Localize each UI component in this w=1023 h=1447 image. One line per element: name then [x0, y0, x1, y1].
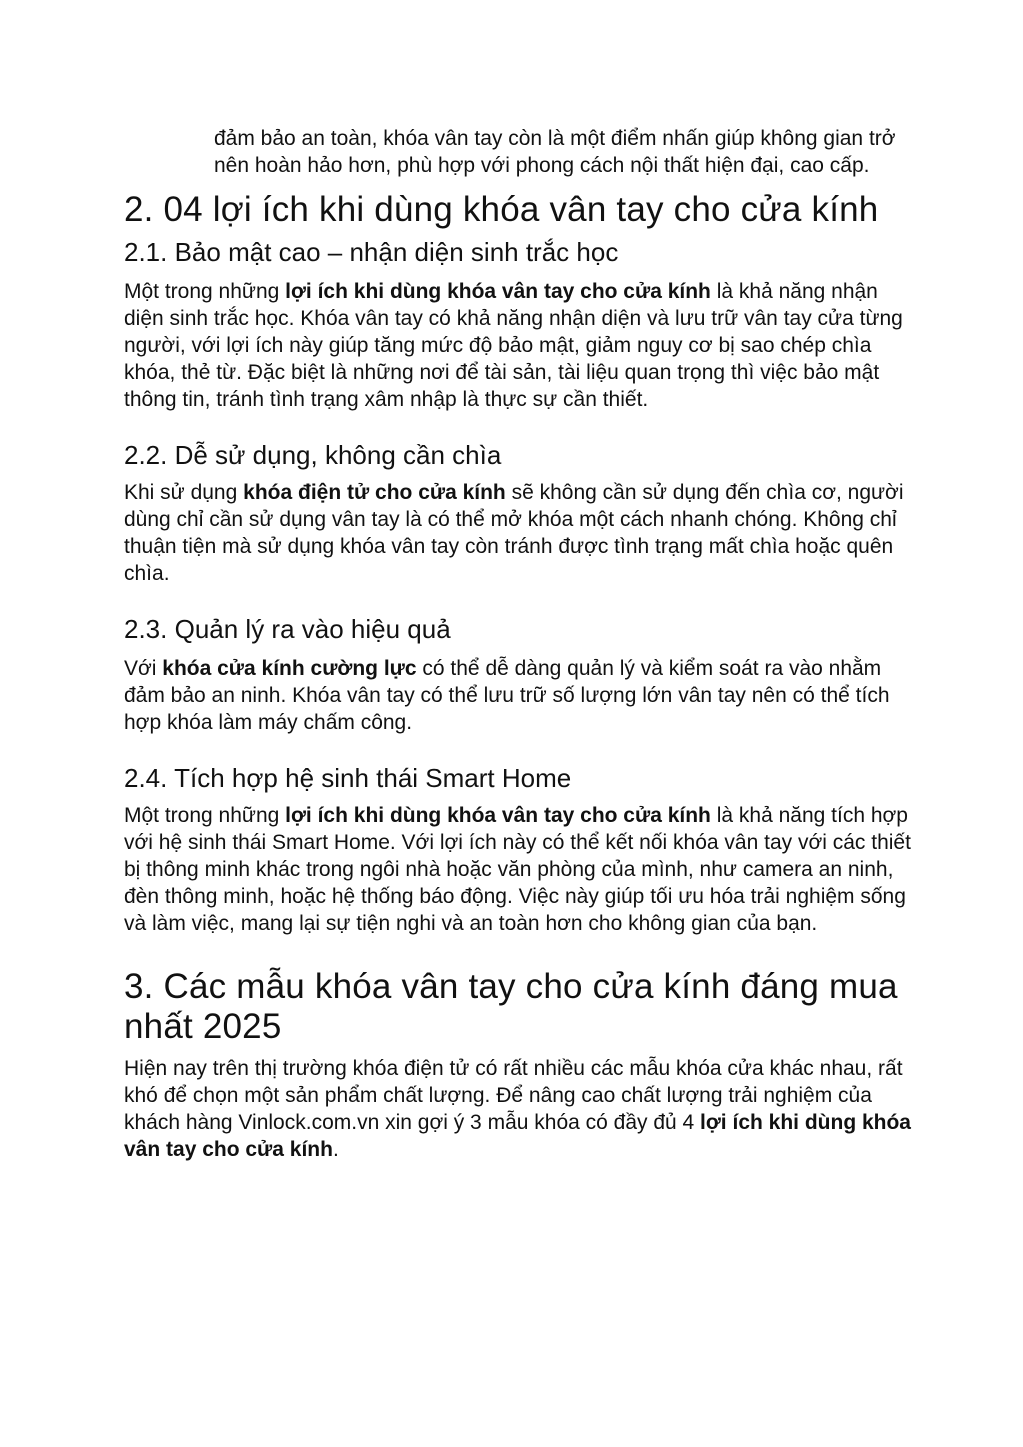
section-2-heading: 2. 04 lợi ích khi dùng khóa vân tay cho cửa kính	[124, 190, 879, 229]
bold-keyword: lợi ích khi dùng khóa vân tay cho cửa kính	[285, 804, 711, 827]
text-run: Khi sử dụng	[124, 481, 244, 504]
section-2-3-paragraph	[124, 655, 914, 736]
intro-paragraph: đảm bảo an toàn, khóa vân tay còn là một điểm nhấn giúp không gian trở nên hoàn hảo hơn, phù hợp với phong cách nội thất hiện đại, cao cấp.	[214, 127, 896, 177]
text-run: là khả năng nhận diện sinh trắc học. Khóa vân tay có khả năng nhận diện và lưu trữ vân tay cửa từng người, với lợi ích này giúp tăng mức độ bảo mật, giảm nguy cơ bị sao chép chìa khóa, thẻ từ. Đặc biệt là những nơi để tài sản, tài liệu quan trọng thì việc bảo mật thông tin, tránh tình trạng xâm nhập là thực sự cần thiết.	[124, 280, 903, 411]
bold-keyword: lợi ích khi dùng khóa vân tay cho cửa kính	[285, 280, 711, 303]
section-3-paragraph	[124, 1055, 914, 1163]
bold-keyword: khóa cửa kính cường lực	[162, 657, 417, 680]
text-run: .	[332, 1138, 339, 1161]
text-run: Một trong những	[124, 804, 286, 827]
text-run: sẽ không cần sử dụng đến chìa cơ, người dùng chỉ cần sử dụng vân tay là có thể mở khóa một cách nhanh chóng. Không chỉ thuận tiện mà sử dụng khóa vân tay còn tránh được tình trạng mất chìa hoặc quên chìa.	[124, 481, 904, 585]
text-run: có thể dễ dàng quản lý và kiểm soát ra vào nhằm đảm bảo an ninh. Khóa vân tay có thể lưu trữ số lượng lớn vân tay nên có thể tích hợp khóa làm máy chấm công.	[124, 657, 890, 734]
text-run: Hiện nay trên thị trường khóa điện tử có rất nhiều các mẫu khóa cửa khác nhau, rất khó để chọn một sản phẩm chất lượng. Để nâng cao chất lượng trải nghiệm của khách hàng Vinlock.com.vn xin gợi ý 3 mẫu khóa có đầy đủ 4	[124, 1057, 903, 1134]
section-2-2-paragraph	[124, 479, 914, 587]
bold-keyword: lợi ích khi dùng khóa vân tay cho cửa kính	[124, 1111, 911, 1161]
text-run: Với	[124, 657, 163, 680]
text-run: là khả năng tích hợp với hệ sinh thái Smart Home. Với lợi ích này có thể kết nối khóa vân tay với các thiết bị thông minh khác trong ngôi nhà hoặc văn phòng của mình, như camera an ninh, đèn thông minh, hoặc hệ thống báo động. Việc này giúp tối ưu hóa trải nghiệm sống và làm việc, mang lại sự tiện nghi và an toàn hơn cho không gian của bạn.	[124, 804, 911, 935]
section-2-2-heading: 2.2. Dễ sử dụng, không cần chìa	[124, 440, 502, 470]
section-2-4-heading: 2.4. Tích hợp hệ sinh thái Smart Home	[124, 763, 572, 793]
section-2-4-paragraph	[124, 802, 914, 937]
section-2-1-heading: 2.1. Bảo mật cao – nhận diện sinh trắc học	[124, 237, 619, 267]
section-3-heading: 3. Các mẫu khóa vân tay cho cửa kính đáng mua nhất 2025	[124, 967, 898, 1046]
text-run: Một trong những	[124, 280, 286, 303]
section-2-3-heading: 2.3. Quản lý ra vào hiệu quả	[124, 614, 451, 644]
document-content	[124, 190, 914, 1163]
bold-keyword: khóa điện tử cho cửa kính	[243, 481, 506, 504]
section-2-1-paragraph	[124, 278, 914, 413]
